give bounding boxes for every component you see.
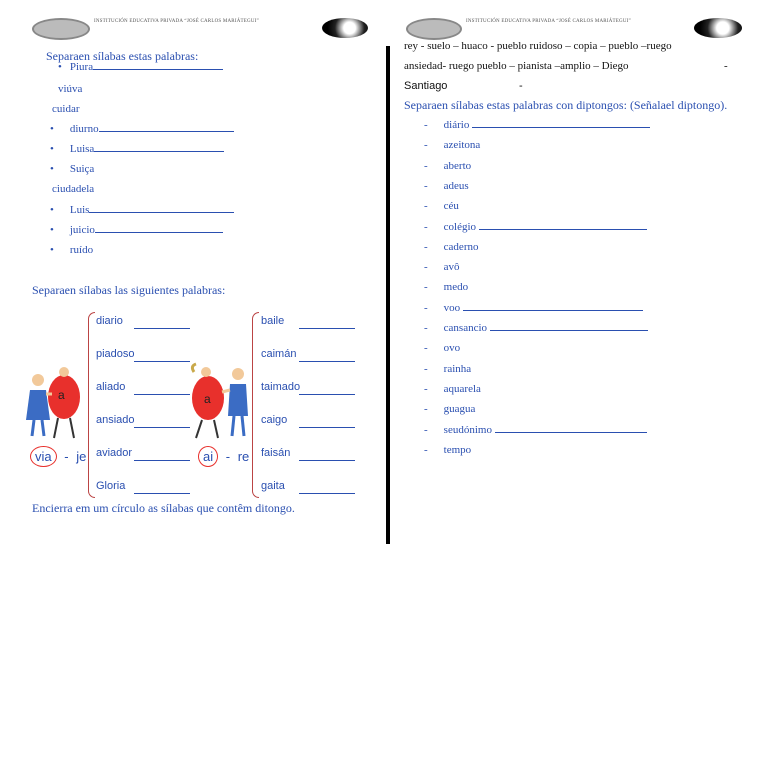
header-title-left: INSTITUCIÓN EDUCATIVA PRIVADA “JOSÉ CARLOS MARIÁTEGUI” [94, 19, 259, 24]
figure1-letter: a [58, 388, 65, 402]
portrait-icon-right [694, 18, 742, 38]
syllable-word: aviador [96, 447, 133, 459]
diphthong-item [424, 363, 471, 375]
dash-marker: - [424, 240, 428, 253]
left-header [30, 16, 375, 42]
section1-item [50, 163, 94, 175]
dash-marker: - [424, 382, 428, 395]
answer-line[interactable] [94, 150, 224, 152]
diphthong-item [424, 221, 647, 233]
bullet-icon: • [58, 61, 62, 73]
bracket-left [88, 312, 95, 498]
item-word: aberto [443, 159, 472, 172]
answer-line[interactable] [299, 393, 355, 395]
answer-line[interactable] [134, 327, 190, 329]
diphthong-item [424, 322, 648, 334]
answer-line[interactable] [134, 426, 190, 428]
bullet-icon: • [50, 204, 54, 216]
answer-line[interactable] [89, 211, 234, 213]
syllable-word: faisán [261, 447, 291, 459]
figure-children-left [24, 362, 84, 442]
bullet-icon: • [50, 143, 54, 155]
section1-item [52, 183, 94, 195]
item-word: diurno [69, 123, 99, 135]
item-word: aquarela [443, 382, 481, 395]
item-word: céu [443, 200, 459, 213]
item-word: Piura [69, 61, 94, 73]
diphthong-section-title: Separaen sílabas estas palabras con diptongos: (Señalael diptongo). [404, 98, 728, 112]
section1-item [50, 244, 93, 256]
diphthong-item [424, 302, 643, 314]
diphthong-item [424, 139, 480, 151]
item-word: caderno [443, 240, 479, 253]
diphthong-item [424, 383, 481, 395]
section1-title: Separaen sílabas estas palabras: [46, 49, 199, 63]
item-word: tempo [443, 443, 472, 456]
item-word: Luisa [69, 143, 95, 155]
syllable-word: baile [261, 315, 285, 327]
bracket-right [252, 312, 259, 498]
syllable-word: gaita [261, 480, 285, 492]
section1-item [50, 204, 234, 216]
example-ai-re [198, 446, 249, 467]
bullet-icon: • [50, 224, 54, 236]
item-word: Suiça [69, 163, 95, 175]
diphthong-item [424, 342, 460, 354]
item-word: azeitona [443, 139, 481, 152]
diphthong-item [424, 241, 478, 253]
section1-item [50, 123, 234, 135]
answer-line[interactable] [134, 393, 190, 395]
answer-line[interactable] [479, 228, 647, 230]
syllable-word: piadoso [96, 348, 135, 360]
section1-item [50, 224, 223, 236]
word-bank-line3-dash: - [519, 80, 523, 92]
figure-children-right [186, 362, 252, 442]
example1-rest: je [76, 449, 87, 464]
example2-dash: - [225, 449, 231, 464]
item-word: ciudadela [52, 183, 95, 195]
dash-marker: - [424, 342, 428, 355]
syllable-word: aliado [96, 381, 126, 393]
section1-item [58, 61, 223, 73]
dash-marker: - [424, 200, 428, 213]
page-divider [386, 46, 390, 544]
bullet-icon: • [50, 163, 54, 175]
diphthong-item [424, 424, 647, 436]
word-bank-line3: Santiago [404, 80, 448, 92]
answer-line[interactable] [299, 360, 355, 362]
answer-line[interactable] [134, 360, 190, 362]
answer-line[interactable] [299, 459, 355, 461]
school-logo-right [406, 18, 462, 40]
item-word: juicio [69, 224, 95, 236]
item-word: medo [443, 281, 469, 294]
word-bank-line2-dash: - [724, 60, 728, 72]
dash-marker: - [424, 119, 428, 131]
answer-line[interactable] [99, 130, 234, 132]
dash-marker: - [424, 261, 428, 274]
diphthong-item [424, 200, 459, 212]
syllable-word: caimán [261, 348, 297, 360]
diphthong-item [424, 281, 468, 293]
dash-marker: - [424, 403, 428, 416]
school-logo-left [32, 18, 90, 40]
diphthong-item [424, 403, 475, 415]
answer-line[interactable] [299, 492, 355, 494]
syllable-word: taimado [261, 381, 301, 393]
item-word: cuidar [52, 103, 80, 115]
portrait-icon-left [322, 18, 368, 38]
example2-rest: re [237, 449, 250, 464]
bullet-icon: • [50, 244, 54, 256]
section1-item [58, 83, 82, 95]
dash-marker: - [424, 281, 428, 294]
circle-instruction: Encierra em um círculo as sílabas que contêm ditongo. [32, 501, 295, 515]
answer-line[interactable] [95, 231, 223, 233]
answer-line[interactable] [93, 68, 223, 70]
item-word: adeus [443, 179, 469, 192]
dash-marker: - [424, 322, 428, 334]
syllable-word: Gloria [96, 480, 126, 492]
dash-marker: - [424, 443, 428, 456]
item-word: guagua [443, 403, 476, 416]
right-header [404, 16, 749, 42]
example-via-je [30, 446, 86, 467]
circled-syllable-via: via [30, 446, 57, 467]
syllable-word: diario [96, 315, 123, 327]
diphthong-item [424, 180, 469, 192]
answer-line[interactable] [472, 126, 650, 128]
word-bank-line1: rey - suelo – huaco - pueblo ruidoso – copia – pueblo –ruego [404, 40, 672, 52]
item-word: cansancio [443, 322, 488, 334]
item-word: avô [443, 261, 460, 274]
item-word: ruído [69, 244, 94, 256]
answer-line[interactable] [463, 309, 643, 311]
item-word: voo [443, 301, 461, 314]
item-word: Luis [69, 204, 90, 216]
section2-title: Separaen sílabas las siguientes palabras: [32, 283, 226, 297]
figure2-letter: a [204, 392, 211, 406]
circled-syllable-ai: ai [198, 446, 218, 467]
item-word: viúva [58, 83, 83, 95]
dash-marker: - [424, 362, 428, 375]
item-word: rainha [443, 362, 472, 375]
section1-item [52, 103, 79, 115]
answer-line[interactable] [299, 327, 355, 329]
item-word: diário [443, 119, 470, 131]
item-word: seudónimo [443, 423, 492, 436]
dash-marker: - [424, 423, 428, 436]
bullet-icon: • [50, 123, 54, 135]
answer-line[interactable] [495, 431, 647, 433]
word-bank-line2: ansiedad- ruego pueblo – pianista –amplio – Diego [404, 60, 629, 72]
dash-marker: - [424, 220, 428, 233]
item-word: colégio [443, 220, 477, 233]
section1-item [50, 143, 224, 155]
answer-line[interactable] [299, 426, 355, 428]
diphthong-item [424, 261, 460, 273]
diphthong-item [424, 119, 650, 131]
dash-marker: - [424, 139, 428, 152]
dash-marker: - [424, 159, 428, 172]
diphthong-item [424, 160, 471, 172]
answer-line[interactable] [490, 329, 648, 331]
syllable-word: caigo [261, 414, 288, 426]
example1-dash: - [64, 449, 69, 464]
item-word: ovo [443, 342, 461, 355]
dash-marker: - [424, 179, 428, 192]
answer-line[interactable] [134, 492, 190, 494]
header-title-right: INSTITUCIÓN EDUCATIVA PRIVADA “JOSÉ CARLOS MARIÁTEGUI” [466, 19, 631, 24]
answer-line[interactable] [134, 459, 190, 461]
syllable-word: ansiado [96, 414, 135, 426]
diphthong-item [424, 444, 471, 456]
dash-marker: - [424, 301, 428, 314]
